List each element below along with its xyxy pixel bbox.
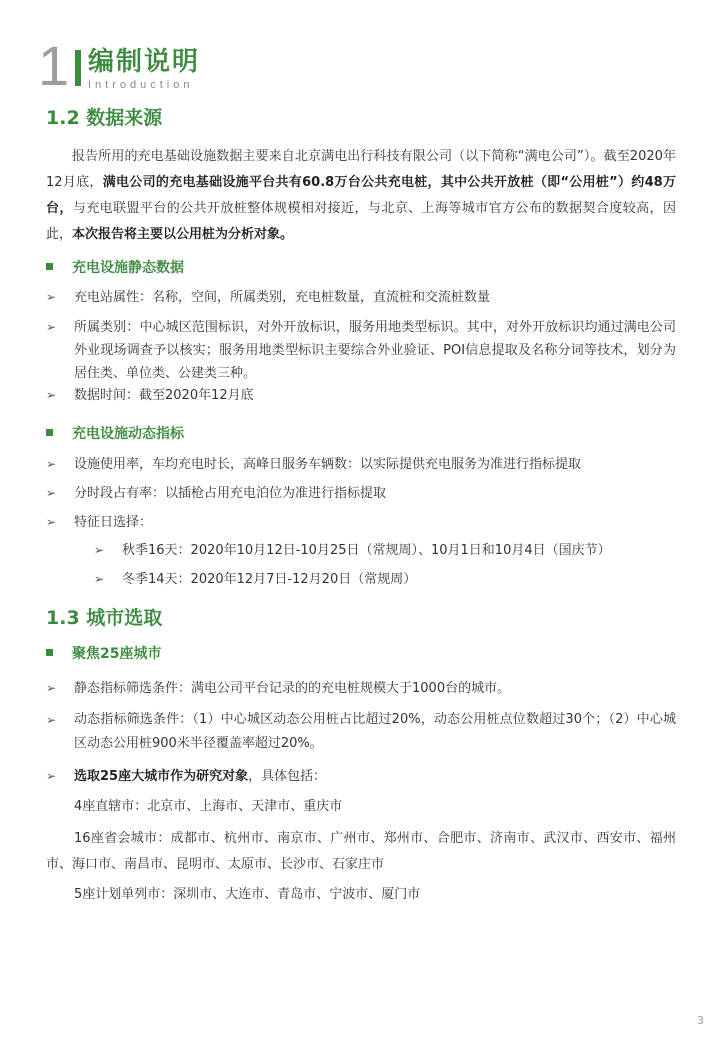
arrow-bullet-icon: ➢	[46, 290, 57, 304]
subheading-focus-cities	[46, 644, 161, 664]
list-item	[46, 677, 676, 700]
para-bold-1: 满电公司的充电基础设施平台共有60.8万台公共充电桩，其中公共开放桩（即“公用桩”）约48万台，	[46, 175, 676, 216]
city-group-line: 16座省会城市：成都市、杭州市、南京市、广州市、郑州市、合肥市、济南市、武汉市、西安市、福州市、海口市、南昌市、昆明市、太原市、长沙市、石家庄市	[46, 831, 676, 872]
list-item-text: 分时段占有率：以插枪占用充电泊位为准进行指标提取	[74, 486, 387, 501]
list-item-text: 静态指标筛选条件：满电公司平台记录的的充电桩规模大于1000台的城市。	[74, 681, 511, 696]
list-item-text: 动态指标筛选条件：（1）中心城区动态公用桩占比超过20%，动态公用桩点位数超过30个；（2）中心城区动态公用桩900米半径覆盖率超过20%。	[74, 712, 676, 751]
list-item	[46, 286, 676, 309]
list-item	[46, 765, 676, 788]
sub-list-item-text: 秋季16天：2020年10月12日-10月25日（常规周）、10月1日和10月4日（国庆节）	[122, 543, 611, 558]
arrow-bullet-icon: ➢	[46, 769, 57, 783]
chapter-subtitle: Introduction	[88, 79, 194, 91]
arrow-bullet-icon: ➢	[46, 681, 57, 695]
list-item	[46, 453, 676, 476]
list-item-text: 设施使用率，车均充电时长，高峰日服务车辆数：以实际提供充电服务为准进行指标提取	[74, 457, 582, 472]
accent-bar	[75, 50, 81, 86]
arrow-bullet-icon: ➢	[46, 457, 57, 471]
page-number: 3	[697, 1014, 704, 1027]
city-group-line: 4座直辖市：北京市、上海市、天津市、重庆市	[74, 799, 343, 814]
sub-list-item-text: 冬季14天：2020年12月7日-12月20日（常规周）	[122, 572, 417, 587]
arrow-bullet-icon: ➢	[46, 713, 57, 727]
arrow-bullet-icon: ➢	[46, 486, 57, 500]
list-item	[46, 708, 676, 756]
list-item	[46, 384, 676, 407]
subheading-label: 充电设施动态指标	[72, 426, 184, 442]
subheading-label: 充电设施静态数据	[72, 260, 184, 276]
arrow-bullet-icon: ➢	[46, 515, 57, 529]
arrow-bullet-icon: ➢	[94, 543, 105, 557]
selected-rest: ，具体包括：	[248, 769, 327, 784]
list-item-text: 特征日选择：	[74, 515, 153, 530]
subheading-static-data	[46, 258, 184, 278]
list-item-text: 数据时间：截至2020年12月底	[74, 388, 254, 403]
para-text-1: 报告所用的充电基础设施数据主要来自北京满电出行科技有限公司（以下简称“满电公司”）。截至2020年12月底，	[46, 149, 676, 190]
list-item	[46, 316, 676, 385]
list-item	[46, 482, 676, 505]
section-heading-1-2: 1.2 数据来源	[46, 107, 163, 129]
chapter-number: 1	[38, 34, 70, 97]
list-item-text: 所属类别：中心城区范围标识，对外开放标识，服务用地类型标识。其中，对外开放标识均通过满电公司外业现场调查予以核实；服务用地类型标识主要综合外业验证、POI信息提取及名称分词等技术，划分为居住类、单位类、公建类三种。	[74, 320, 676, 381]
selected-bold: 选取25座大城市作为研究对象	[74, 769, 249, 784]
subheading-label: 聚焦25座城市	[72, 646, 162, 662]
para-bold-2: 本次报告将主要以公用桩为分析对象。	[72, 227, 294, 242]
intro-paragraph	[46, 144, 676, 248]
chapter-title: 编制说明	[88, 47, 201, 77]
sub-list-item	[94, 568, 664, 591]
arrow-bullet-icon: ➢	[46, 320, 57, 334]
arrow-bullet-icon: ➢	[46, 388, 57, 402]
square-bullet-icon	[46, 649, 53, 656]
section-heading-1-3: 1.3 城市选取	[46, 607, 163, 629]
arrow-bullet-icon: ➢	[94, 572, 105, 586]
sub-list-item	[94, 539, 664, 562]
para-text-2: 与充电联盟平台的公共开放桩整体规模相对接近，与北京、上海等城市官方公布的数据契合度较高，因此，	[46, 201, 676, 242]
list-item	[46, 511, 676, 534]
subheading-dynamic-metrics	[46, 424, 184, 444]
square-bullet-icon	[46, 263, 53, 270]
square-bullet-icon	[46, 429, 53, 436]
list-item-text: 充电站属性：名称，空间，所属类别，充电桩数量，直流桩和交流桩数量	[74, 290, 491, 305]
list-item-text	[74, 765, 676, 788]
city-group-line: 5座计划单列市：深圳市、大连市、青岛市、宁波市、厦门市	[74, 887, 421, 902]
